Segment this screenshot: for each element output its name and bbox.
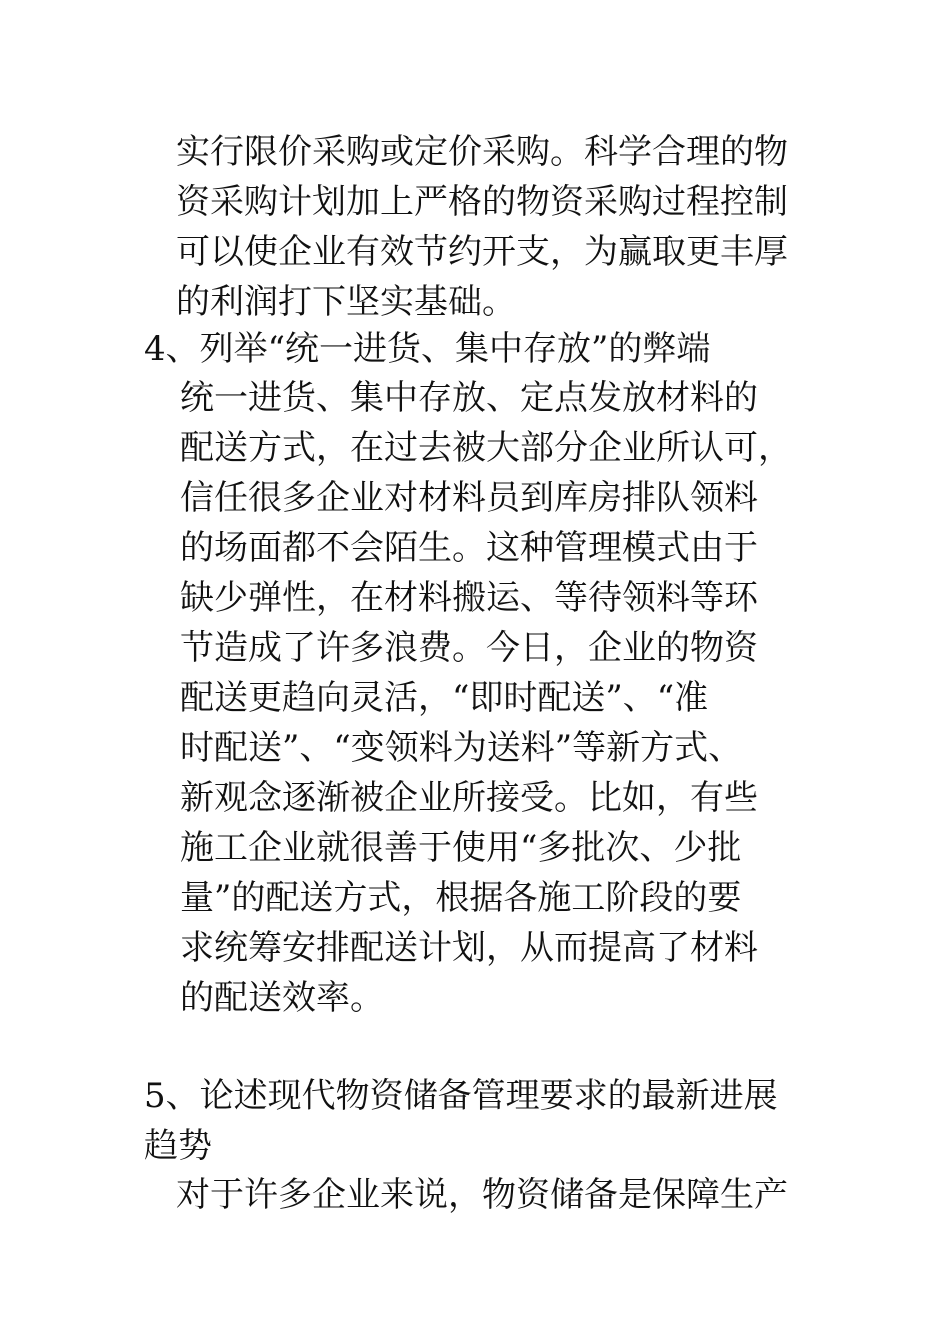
paragraph-line: 缺少弹性，在材料搬运、等待领料等环 (180, 578, 758, 618)
section-4-heading: 4、列举“统一进货、集中存放”的弊端 (144, 329, 711, 369)
paragraph-line: 统一进货、集中存放、定点发放材料的 (180, 378, 758, 418)
paragraph-line: 配送更趋向灵活，“即时配送”、“准 (180, 678, 709, 718)
paragraph-line: 量”的配送方式，根据各施工阶段的要 (180, 878, 742, 918)
paragraph-line: 实行限价采购或定价采购。科学合理的物 (176, 132, 788, 172)
paragraph-line: 的利润打下坚实基础。 (176, 282, 516, 322)
section-5-heading-continued: 趋势 (144, 1126, 212, 1166)
paragraph-line: 的配送效率。 (180, 978, 384, 1018)
paragraph-line: 信任很多企业对材料员到库房排队领料 (180, 478, 758, 518)
paragraph-line: 配送方式，在过去被大部分企业所认可， (180, 428, 792, 468)
paragraph-line: 施工企业就很善于使用“多批次、少批 (180, 828, 742, 868)
paragraph-line: 资采购计划加上严格的物资采购过程控制 (176, 182, 788, 222)
paragraph-line: 求统筹安排配送计划，从而提高了材料 (180, 928, 758, 968)
paragraph-line: 对于许多企业来说，物资储备是保障生产 (176, 1175, 788, 1215)
paragraph-line: 节造成了许多浪费。今日，企业的物资 (180, 628, 758, 668)
paragraph-line: 可以使企业有效节约开支，为赢取更丰厚 (176, 232, 788, 272)
paragraph-line: 时配送”、“变领料为送料”等新方式、 (180, 728, 743, 768)
paragraph-line: 新观念逐渐被企业所接受。比如，有些 (180, 778, 758, 818)
section-5-heading: 5、论述现代物资储备管理要求的最新进展 (144, 1076, 778, 1116)
paragraph-line: 的场面都不会陌生。这种管理模式由于 (180, 528, 758, 568)
